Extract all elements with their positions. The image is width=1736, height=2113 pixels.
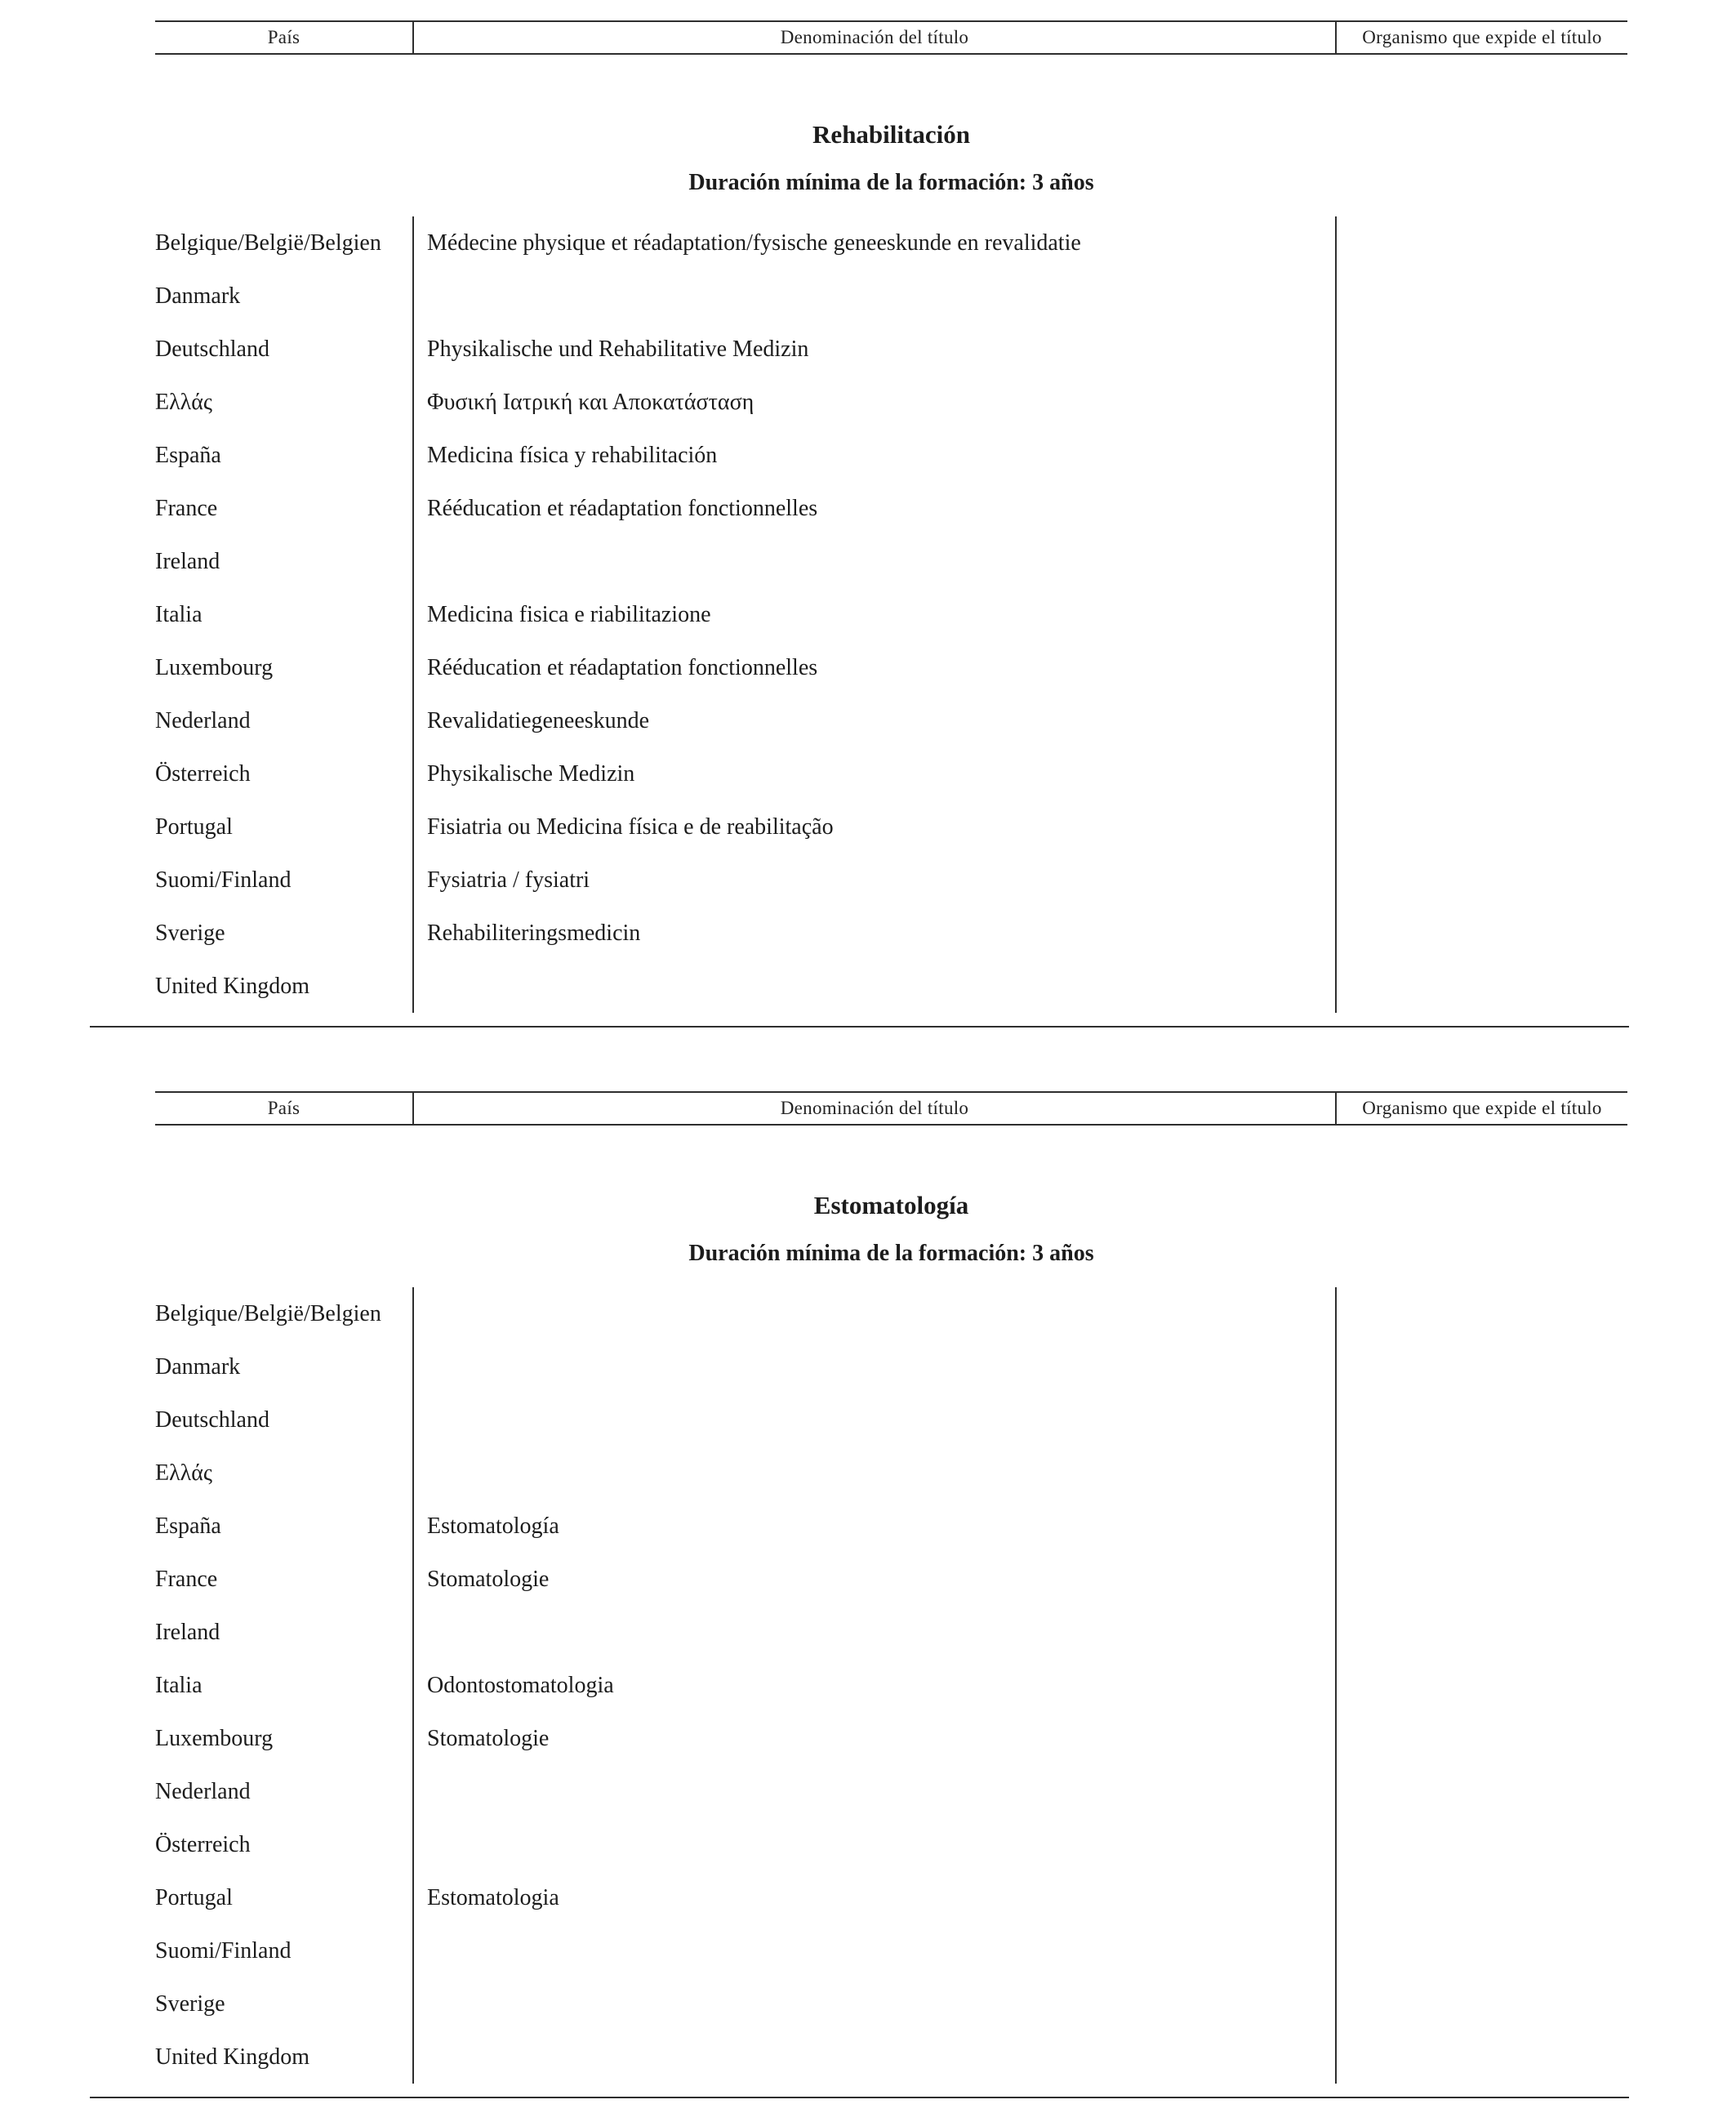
- organismo-cell: [1335, 1659, 1627, 1712]
- organismo-cell: [1335, 1287, 1627, 1340]
- title-cell: [412, 1340, 1335, 1393]
- table-row: [155, 854, 1627, 907]
- country-cell: Luxembourg: [155, 1725, 274, 1751]
- country-cell: España: [155, 1513, 221, 1539]
- country-cell: Italia: [155, 1672, 203, 1698]
- title-cell: [412, 1287, 1335, 1340]
- title-cell: Medicina fisica e riabilitazione: [412, 588, 1335, 641]
- table-row: [155, 1818, 1627, 1871]
- table-row: [155, 1606, 1627, 1659]
- country-cell: United Kingdom: [155, 973, 309, 999]
- table-row: [155, 1659, 1627, 1712]
- table-row: [155, 1924, 1627, 1977]
- title-cell: [412, 1765, 1335, 1818]
- title-cell: [412, 1606, 1335, 1659]
- organismo-cell: [1335, 960, 1627, 1013]
- title-cell: Rééducation et réadaptation fonctionnelles: [412, 641, 1335, 694]
- title-cell: Stomatologie: [412, 1712, 1335, 1765]
- title-cell: Estomatología: [412, 1500, 1335, 1553]
- country-cell: Suomi/Finland: [155, 1937, 292, 1964]
- organismo-cell: [1335, 376, 1627, 429]
- table-row: [155, 535, 1627, 588]
- country-cell: Portugal: [155, 814, 233, 840]
- table-row: [155, 429, 1627, 482]
- section-title: Rehabilitación: [812, 120, 970, 149]
- organismo-cell: [1335, 535, 1627, 588]
- table-header: [155, 1091, 1627, 1126]
- title-cell: [412, 1977, 1335, 2031]
- country-cell: España: [155, 442, 221, 468]
- title-cell: [412, 535, 1335, 588]
- title-cell: Médecine physique et réadaptation/fysische geneeskunde en revalidatie: [412, 216, 1335, 270]
- column-header-organismo: Organismo que expide el título: [1335, 1093, 1627, 1124]
- title-cell: [412, 270, 1335, 323]
- title-cell: [412, 1818, 1335, 1871]
- table-row: [155, 376, 1627, 429]
- table-row: [155, 1553, 1627, 1606]
- column-header-organismo: Organismo que expide el título: [1335, 22, 1627, 53]
- table-header: [155, 20, 1627, 55]
- table-row: [155, 907, 1627, 960]
- title-cell: [412, 1447, 1335, 1500]
- title-cell: Physikalische und Rehabilitative Medizin: [412, 323, 1335, 376]
- table-row: [155, 1765, 1627, 1818]
- section-title: Estomatología: [813, 1191, 969, 1219]
- country-cell: Österreich: [155, 760, 251, 787]
- table-row: [155, 482, 1627, 535]
- country-cell: United Kingdom: [155, 2044, 309, 2070]
- organismo-cell: [1335, 1871, 1627, 1924]
- title-cell: Rééducation et réadaptation fonctionnelles: [412, 482, 1335, 535]
- organismo-cell: [1335, 694, 1627, 747]
- title-cell: Physikalische Medizin: [412, 747, 1335, 800]
- title-cell: Revalidatiegeneeskunde: [412, 694, 1335, 747]
- title-cell: Fisiatria ou Medicina física e de reabilitação: [412, 800, 1335, 854]
- table-row: [155, 1712, 1627, 1765]
- table-row: [155, 270, 1627, 323]
- country-cell: France: [155, 1566, 218, 1592]
- organismo-cell: [1335, 907, 1627, 960]
- title-cell: [412, 2031, 1335, 2084]
- country-cell: Danmark: [155, 1353, 241, 1380]
- table-row: [155, 694, 1627, 747]
- organismo-cell: [1335, 1712, 1627, 1765]
- column-header-denominacion: Denominación del título: [412, 22, 1335, 53]
- organismo-cell: [1335, 2031, 1627, 2084]
- table-row: [155, 1340, 1627, 1393]
- column-header-pais: País: [267, 27, 300, 47]
- title-cell: [412, 1924, 1335, 1977]
- organismo-cell: [1335, 1553, 1627, 1606]
- organismo-cell: [1335, 270, 1627, 323]
- organismo-cell: [1335, 1340, 1627, 1393]
- section-estomatologia: [0, 1091, 1736, 2098]
- section-gap: [0, 1028, 1736, 1091]
- title-cell: [412, 1393, 1335, 1447]
- organismo-cell: [1335, 323, 1627, 376]
- country-cell: Danmark: [155, 283, 241, 309]
- country-cell: Deutschland: [155, 1406, 269, 1433]
- table-row: [155, 2031, 1627, 2084]
- organismo-cell: [1335, 747, 1627, 800]
- country-cell: Suomi/Finland: [155, 867, 292, 893]
- country-cell: France: [155, 495, 218, 521]
- organismo-cell: [1335, 429, 1627, 482]
- organismo-cell: [1335, 1606, 1627, 1659]
- title-cell: Stomatologie: [412, 1553, 1335, 1606]
- column-header-denominacion: Denominación del título: [412, 1093, 1335, 1124]
- country-cell: Belgique/België/Belgien: [155, 1300, 381, 1326]
- title-cell: Estomatologia: [412, 1871, 1335, 1924]
- table-row: [155, 216, 1627, 270]
- country-cell: Ελλάς: [155, 1460, 213, 1486]
- country-cell: Deutschland: [155, 336, 269, 362]
- title-cell: Odontostomatologia: [412, 1659, 1335, 1712]
- table-row: [155, 1871, 1627, 1924]
- country-cell: Luxembourg: [155, 654, 274, 680]
- country-cell: Sverige: [155, 920, 225, 946]
- table-row: [155, 323, 1627, 376]
- organismo-cell: [1335, 1447, 1627, 1500]
- section-rehabilitacion: [0, 20, 1736, 1028]
- country-cell: Ireland: [155, 548, 220, 574]
- country-cell: Portugal: [155, 1884, 233, 1910]
- column-header-pais: País: [267, 1098, 300, 1118]
- table-row: [155, 1500, 1627, 1553]
- organismo-cell: [1335, 1765, 1627, 1818]
- table-body: [155, 210, 1627, 1026]
- title-cell: Rehabiliteringsmedicin: [412, 907, 1335, 960]
- organismo-cell: [1335, 588, 1627, 641]
- organismo-cell: [1335, 854, 1627, 907]
- table-row: [155, 800, 1627, 854]
- title-cell: Medicina física y rehabilitación: [412, 429, 1335, 482]
- organismo-cell: [1335, 1977, 1627, 2031]
- title-cell: [412, 960, 1335, 1013]
- title-cell: Fysiatria / fysiatri: [412, 854, 1335, 907]
- organismo-cell: [1335, 482, 1627, 535]
- country-cell: Nederland: [155, 1778, 251, 1804]
- table-row: [155, 960, 1627, 1013]
- section-subtitle: Duración mínima de la formación: 3 años: [688, 1241, 1094, 1266]
- table-row: [155, 747, 1627, 800]
- title-cell: Φυσική Ιατρική και Αποκατάσταση: [412, 376, 1335, 429]
- section-subtitle: Duración mínima de la formación: 3 años: [688, 170, 1094, 195]
- table-row: [155, 641, 1627, 694]
- table-row: [155, 1393, 1627, 1447]
- organismo-cell: [1335, 1924, 1627, 1977]
- country-cell: Italia: [155, 601, 203, 627]
- organismo-cell: [1335, 1500, 1627, 1553]
- table-row: [155, 1447, 1627, 1500]
- organismo-cell: [1335, 800, 1627, 854]
- organismo-cell: [1335, 1393, 1627, 1447]
- country-cell: Ireland: [155, 1619, 220, 1645]
- country-cell: Ελλάς: [155, 389, 213, 415]
- table-row: [155, 1287, 1627, 1340]
- country-cell: Sverige: [155, 1990, 225, 2017]
- table-body: [155, 1281, 1627, 2097]
- table-bottom-rule: [90, 2097, 1629, 2098]
- country-cell: Österreich: [155, 1831, 251, 1857]
- country-cell: Nederland: [155, 707, 251, 733]
- table-row: [155, 1977, 1627, 2031]
- country-cell: Belgique/België/Belgien: [155, 230, 381, 256]
- organismo-cell: [1335, 641, 1627, 694]
- organismo-cell: [1335, 216, 1627, 270]
- organismo-cell: [1335, 1818, 1627, 1871]
- table-row: [155, 588, 1627, 641]
